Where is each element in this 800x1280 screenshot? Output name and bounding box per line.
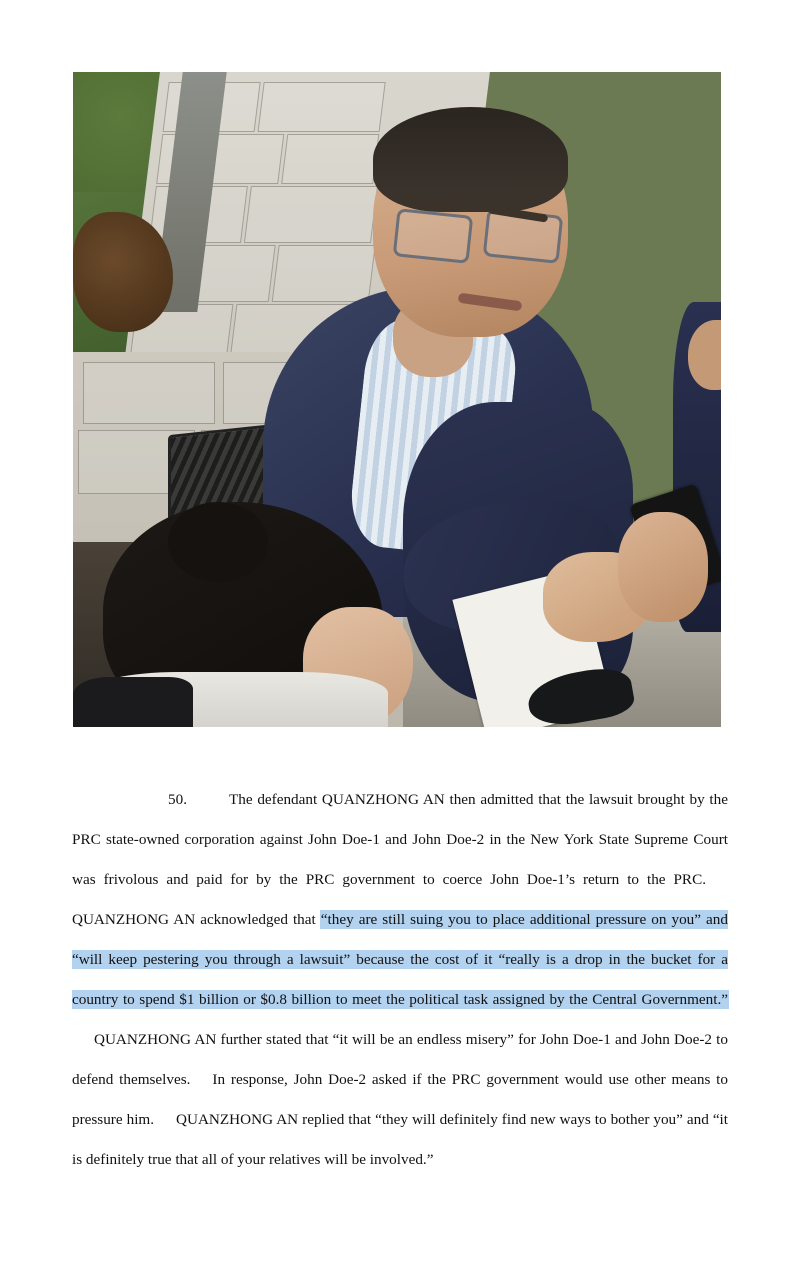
paragraph-50 — [72, 780, 728, 1180]
photo-man-hand-holding-phone — [618, 512, 708, 622]
paragraph-segment-2: QUANZHONG AN acknowledged that — [72, 911, 321, 928]
paragraph-segment-6: QUANZHONG AN replied that “they will definitely find new ways to bother you” and “it is definitely true that all of your relatives will be involved.” — [72, 1111, 728, 1168]
paragraph-segment-1: The defendant QUANZHONG AN then admitted that the lawsuit brought by the PRC state-owned corporation against John Doe-1 and John Doe-2 in the New York State Supreme Court was frivolous and paid for by the PRC government to coerce John Doe-1’s return to the PRC. — [72, 791, 728, 888]
highlighted-quote: “they are still suing you to place additional pressure on you” and “will keep pestering you through a lawsuit” because the cost of it “really is a drop in the bucket for a country to spend $1 billion or $0.8 billion to meet the political task assigned by the Central Government.” — [72, 911, 728, 1008]
photo-woman-bun — [168, 502, 268, 582]
photo-man-hair — [373, 107, 568, 212]
paragraph-segment-5: In response, John Doe-2 asked if the PRC government would use other means to pressure him. — [72, 1071, 728, 1128]
paragraph-number: 50. — [168, 791, 187, 808]
photo-canvas — [73, 72, 721, 727]
paragraph-segment-4: QUANZHONG AN further stated that “it will be an endless misery” for John Doe-1 and John Doe-2 to defend themselves. — [72, 1031, 728, 1088]
paragraph-block — [72, 780, 728, 1180]
evidence-photo — [73, 72, 721, 727]
photo-woman-jacket — [73, 677, 193, 727]
